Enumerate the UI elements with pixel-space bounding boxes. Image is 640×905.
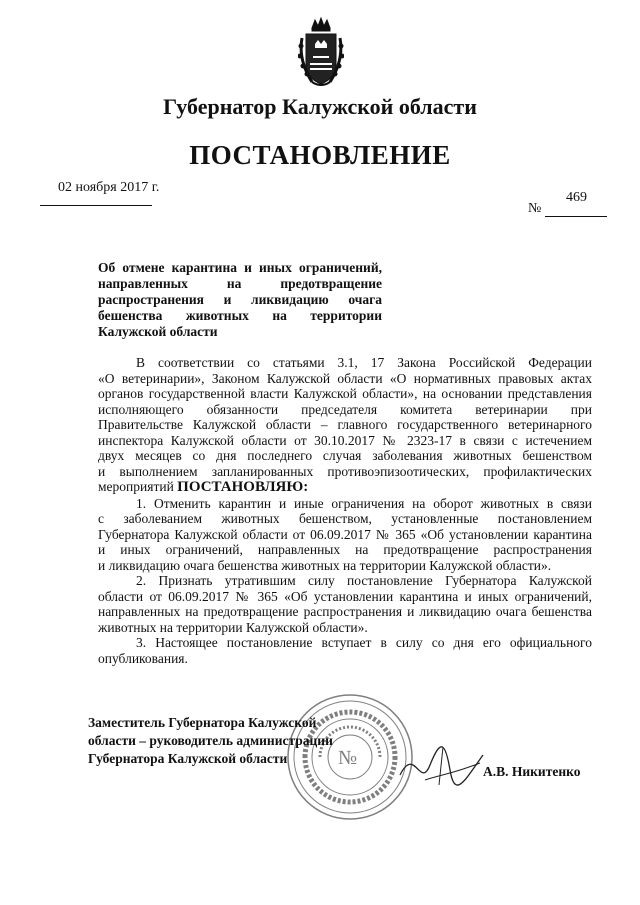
signatory-position: [88, 714, 348, 768]
preamble-line: и выполнением запланированных противоэпизоотических, профилактических: [98, 463, 592, 479]
preamble-line: «О ветеринарии», Законом Калужской области «О нормативных правовых актах: [98, 370, 592, 386]
preamble-end: мероприятий: [98, 479, 174, 494]
document-body: [98, 355, 592, 666]
item2-line: животных на территории Калужской области».: [98, 619, 368, 635]
document-date: 02 ноября 2017 г.: [58, 180, 160, 195]
subject-line: Об отмене карантина и иных ограничений,: [98, 260, 382, 275]
decree-word: ПОСТАНОВЛЯЮ:: [177, 479, 309, 495]
subject-line: направленных на предотвращение: [98, 276, 382, 291]
preamble-line: инспектора Калужской области от 30.10.2017 № 2323-17 в связи с истечением: [98, 432, 592, 448]
preamble-line: Правительстве Калужской области – главного государственного ветеринарного: [98, 417, 592, 432]
position-line: Заместитель Губернатора Калужской: [88, 715, 317, 730]
preamble-last-line: [98, 479, 592, 496]
subject-line: бешенства животных на территории: [98, 308, 382, 323]
item3-line: 3. Настоящее постановление вступает в силу со дня его официального: [136, 635, 592, 650]
item2-line: направленных на предотвращение распространения и ликвидацию очага бешенства: [98, 604, 592, 619]
issuer-title: Губернатор Калужской области: [163, 94, 477, 119]
subject-line: распространения и ликвидацию очага: [98, 292, 382, 307]
preamble-line: исполняющего обязанности председателя комитета ветеринарии при: [98, 401, 592, 417]
item1-line: 1. Отменить карантин и иные ограничения на оборот животных в связи: [136, 495, 592, 511]
item3-line: опубликования.: [98, 650, 188, 666]
item2-line: области от 06.09.2017 № 365 «Об установлении карантина и иных ограничений,: [98, 588, 592, 604]
position-line: области – руководитель администрации: [88, 733, 333, 748]
item2-line: 2. Признать утратившим силу постановление Губернатора Калужской: [136, 573, 592, 588]
item1-line: с заболеванием животных бешенством, установленные постановлением: [98, 511, 592, 526]
document-subject: [98, 260, 382, 340]
document-number: 469: [566, 190, 587, 205]
number-underline: [545, 216, 607, 217]
document-type-title: ПОСТАНОВЛЕНИЕ: [189, 140, 451, 170]
item1-line: Губернатора Калужской области от 06.09.2017 № 365 «Об установлении карантина: [98, 526, 592, 542]
svg-text:№: №: [338, 747, 358, 769]
subject-line: Калужской области: [98, 324, 218, 339]
item1-line: и ликвидацию очага бешенства животных на территории Калужской области».: [98, 557, 552, 573]
number-sign: №: [528, 201, 542, 216]
preamble-line: двух месяцев со дня последнего случая заболевания животных бешенством: [98, 448, 592, 463]
position-line: Губернатора Калужской области: [88, 751, 288, 766]
coat-of-arms-icon: [298, 16, 344, 88]
date-underline: [40, 205, 152, 206]
preamble-line: органов государственной власти Калужской области», на основании представления: [98, 386, 592, 401]
item1-line: и иных ограничений, направленных на предотвращение распространения: [98, 542, 592, 557]
signatory-name: А.В. Никитенко: [483, 764, 581, 779]
handwritten-signature-icon: [395, 735, 485, 795]
preamble-line: В соответствии со статьями 3.1, 17 Закона Российской Федерации: [136, 355, 592, 370]
